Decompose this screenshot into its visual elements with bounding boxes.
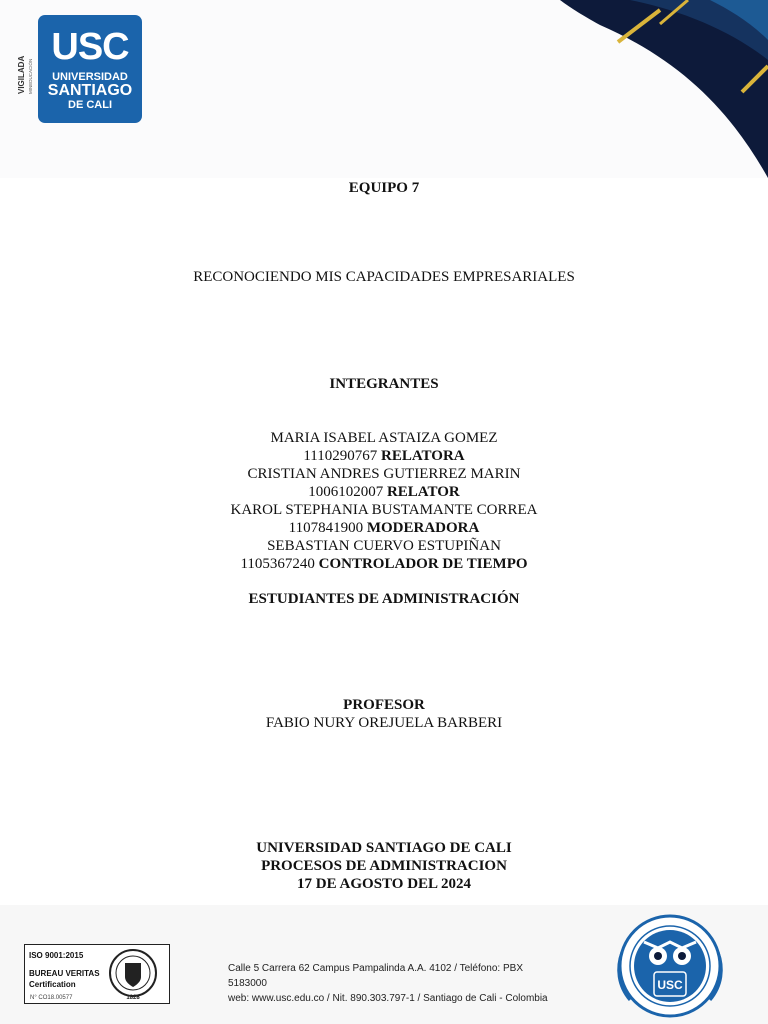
iso-label: ISO 9001:2015 [29, 951, 84, 960]
address-line-2: web: www.usc.edu.co / Nit. 890.303.797-1 / Santiago de Cali - Colombia [228, 993, 548, 1004]
contact-address [228, 961, 558, 1006]
member-role: MODERADORA [366, 520, 480, 536]
svg-text:USC: USC [657, 978, 683, 992]
project-topic: RECONOCIENDO MIS CAPACIDADES EMPRESARIALES [193, 269, 575, 285]
address-line-1: Calle 5 Carrera 62 Campus Pampalinda A.A. 4102 / Teléfono: PBX 5183000 [228, 963, 523, 989]
vigilada-badge [14, 50, 38, 96]
corner-decoration [560, 0, 768, 180]
member-name: SEBASTIAN CUERVO ESTUPIÑAN [267, 538, 501, 554]
svg-text:VIGILADA: VIGILADA [17, 55, 26, 94]
course-name: PROCESOS DE ADMINISTRACION [261, 858, 507, 874]
members-heading: INTEGRANTES [329, 376, 439, 392]
bv-label: BUREAU VERITAS [29, 969, 100, 978]
member-name: CRISTIAN ANDRES GUTIERREZ MARIN [247, 466, 521, 482]
member-role: CONTROLADOR DE TIEMPO [318, 556, 528, 572]
bv-certification-label: Certification [29, 980, 76, 989]
professor-heading: PROFESOR [343, 697, 425, 713]
students-line: ESTUDIANTES DE ADMINISTRACIÓN [248, 591, 520, 607]
university-name: UNIVERSIDAD SANTIAGO DE CALI [256, 840, 512, 856]
member-id: 1006102007 [308, 484, 384, 500]
professor-name: FABIO NURY OREJUELA BARBERI [265, 715, 503, 731]
document-date: 17 DE AGOSTO DEL 2024 [297, 876, 471, 892]
member-name: KAROL STEPHANIA BUSTAMANTE CORREA [230, 502, 538, 518]
member-name: MARIA ISABEL ASTAIZA GOMEZ [270, 430, 498, 446]
member-id: 1110290767 [303, 448, 378, 464]
usc-logo [38, 15, 142, 123]
member-id: 1105367240 [240, 556, 315, 572]
team-name: EQUIPO 7 [348, 180, 420, 196]
member-role: RELATORA [381, 448, 465, 464]
accreditation-seal [608, 912, 732, 1018]
svg-text:MINEDUCACIÓN: MINEDUCACIÓN [28, 58, 33, 94]
logo-line3: DE CALI [68, 99, 112, 111]
svg-text:1828: 1828 [126, 995, 140, 1001]
bureau-veritas-emblem-icon [105, 947, 161, 1001]
member-id-role [0, 519, 768, 537]
member-id-role [0, 555, 768, 573]
certificate-number: N° CO18.00577 [30, 995, 73, 1001]
member-list [0, 429, 768, 573]
member-id: 1107841900 [288, 520, 364, 536]
member-id-role [0, 447, 768, 465]
member-role: RELATOR [386, 484, 460, 500]
logo-line2: SANTIAGO [47, 82, 133, 99]
logo-abbr: USC [51, 26, 129, 68]
member-id-role [0, 483, 768, 501]
logo-line1: UNIVERSIDAD [52, 71, 128, 83]
